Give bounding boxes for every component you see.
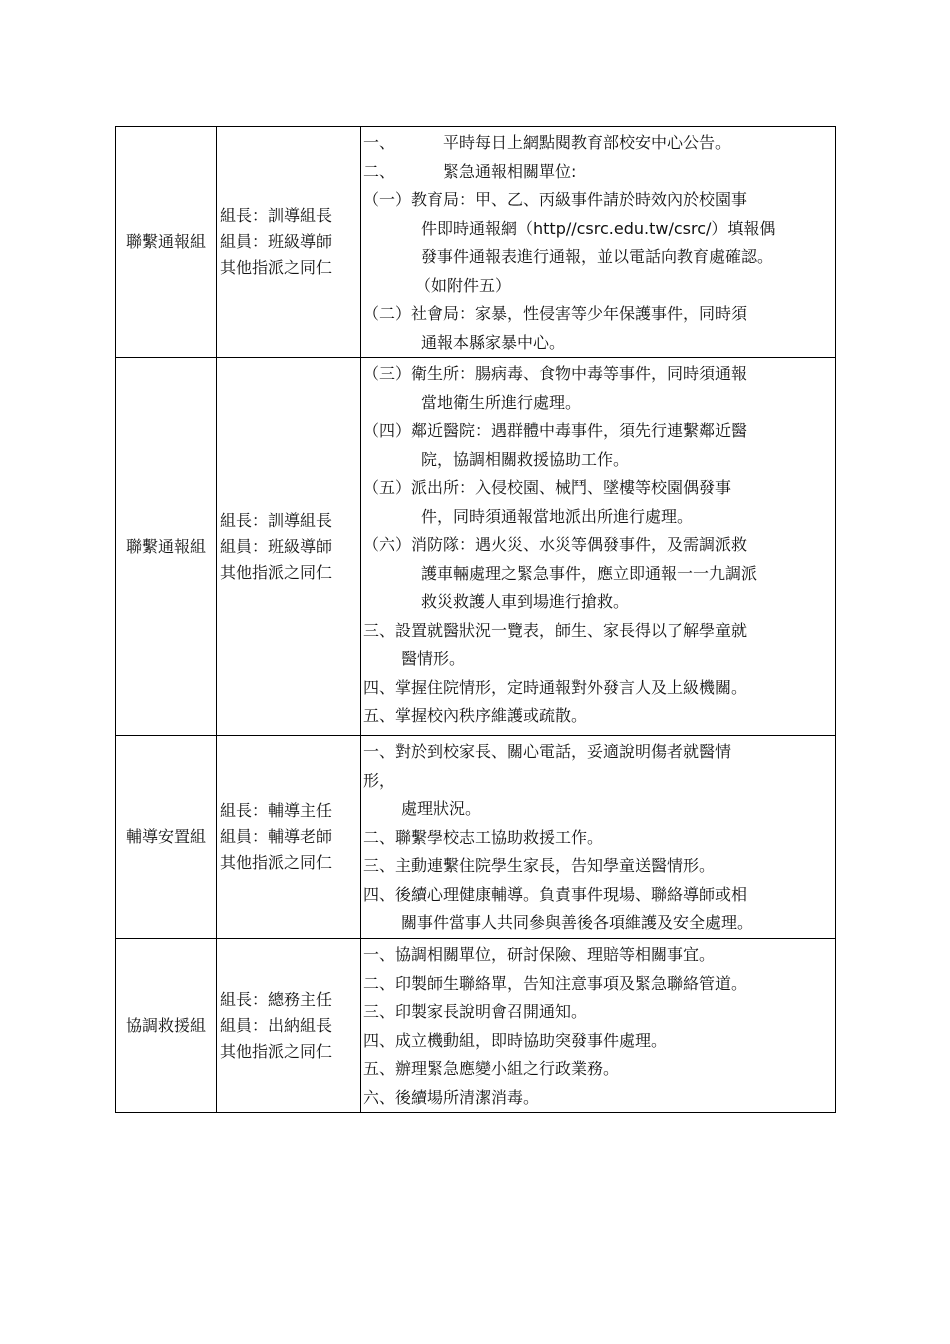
group-tasks (361, 358, 836, 736)
task-line: 六、後續場所清潔消毒。 (363, 1087, 540, 1107)
member-line: 其他指派之同仁 (220, 258, 333, 277)
group-name: 聯繫通報組 (116, 127, 217, 358)
task-line: 件即時通報網（http//csrc.edu.tw/csrc/）填報偶 (421, 218, 776, 238)
task-line: 三、印製家長說明會召開通知。 (363, 1002, 588, 1021)
task-line: （三）衛生所：腸病毒、食物中毒等事件，同時須通報 (363, 364, 748, 383)
task-line: 四、掌握住院情形，定時通報對外發言人及上級機關。 (363, 677, 748, 697)
task-line: 一、協調相關單位，研討保險、理賠等相關事宜。 (363, 945, 716, 964)
group-members (217, 127, 361, 358)
task-line (363, 129, 831, 158)
member-line: 其他指派之同仁 (220, 853, 333, 872)
task-number: 一、 (363, 133, 396, 152)
group-name: 協調救援組 (116, 939, 217, 1113)
task-line: 護車輛處理之緊急事件，應立即通報一一九調派 (421, 563, 758, 583)
task-line: 二、聯繫學校志工協助救援工作。 (363, 827, 604, 847)
task-line: （四）鄰近醫院：遇群體中毒事件，須先行連繫鄰近醫 (363, 421, 748, 440)
task-line: （五）派出所：入侵校園、械鬥、墜樓等校園偶發事 (363, 478, 732, 497)
task-line: 通報本縣家暴中心。 (421, 332, 566, 352)
group-members (217, 736, 361, 939)
group-tasks (361, 127, 836, 358)
task-line: 救災救護人車到場進行搶救。 (421, 592, 630, 611)
task-line: 形， (363, 770, 396, 790)
task-line: 三、主動連繫住院學生家長，告知學童送醫情形。 (363, 856, 716, 875)
task-line: 四、後續心理健康輔導。負責事件現場、聯絡導師或相 (363, 884, 748, 904)
task-line: 五、掌握校內秩序維護或疏散。 (363, 706, 588, 725)
task-text: 緊急通報相關單位: (443, 161, 577, 181)
task-line: 處理狀況。 (401, 799, 482, 818)
task-table (115, 126, 836, 1113)
group-members (217, 358, 361, 736)
task-line: （二）社會局：家暴，性侵害等少年保護事件，同時須 (363, 304, 748, 323)
group-tasks (361, 736, 836, 939)
group-name: 聯繫通報組 (116, 358, 217, 736)
task-line: （六）消防隊：遇火災、水災等偶發事件，及需調派救 (363, 535, 748, 554)
member-line: 組員：班級導師 (220, 232, 333, 251)
task-line: 當地衛生所進行處理。 (421, 392, 582, 412)
member-line: 組員：輔導老師 (220, 827, 333, 846)
task-line: 三、設置就醫狀況一覽表，師生、家長得以了解學童就 (363, 620, 748, 640)
task-line: 關事件當事人共同參與善後各項維護及安全處理。 (401, 913, 754, 932)
member-line: 組員：出納組長 (220, 1015, 333, 1035)
group-name: 輔導安置組 (116, 736, 217, 939)
member-line: 組長：訓導組長 (220, 510, 333, 530)
member-line: 組長：總務主任 (220, 989, 333, 1009)
table-row (116, 127, 836, 358)
member-line: 組員：班級導師 (220, 536, 333, 556)
table-row (116, 736, 836, 939)
task-line: 二、印製師生聯絡單，告知注意事項及緊急聯絡管道。 (363, 973, 748, 993)
task-text: 平時每日上網點閱教育部校安中心公告。 (443, 133, 732, 152)
member-line: 組長：輔導主任 (220, 801, 333, 820)
task-line: 院，協調相關救援協助工作。 (421, 449, 630, 469)
task-line: 一、對於到校家長、關心電話，妥適說明傷者就醫情 (363, 742, 732, 761)
table-row (116, 358, 836, 736)
task-line: 發事件通報表進行通報，並以電話向教育處確認。 (421, 247, 774, 266)
task-line: 件，同時須通報當地派出所進行處理。 (421, 506, 694, 526)
table-row (116, 939, 836, 1113)
task-line: 四、成立機動組，即時協助突發事件處理。 (363, 1030, 668, 1050)
member-line: 其他指派之同仁 (220, 1041, 333, 1061)
task-line: 五、辦理緊急應變小組之行政業務。 (363, 1059, 620, 1078)
task-line (363, 158, 831, 187)
group-tasks (361, 939, 836, 1113)
task-line: （一）教育局：甲、乙、丙級事件請於時效內於校園事 (363, 190, 748, 209)
task-line: 醫情形。 (401, 649, 466, 668)
group-members (217, 939, 361, 1113)
task-line: （如附件五） (415, 275, 512, 295)
member-line: 組長：訓導組長 (220, 206, 333, 225)
task-number: 二、 (363, 161, 396, 181)
member-line: 其他指派之同仁 (220, 562, 333, 582)
